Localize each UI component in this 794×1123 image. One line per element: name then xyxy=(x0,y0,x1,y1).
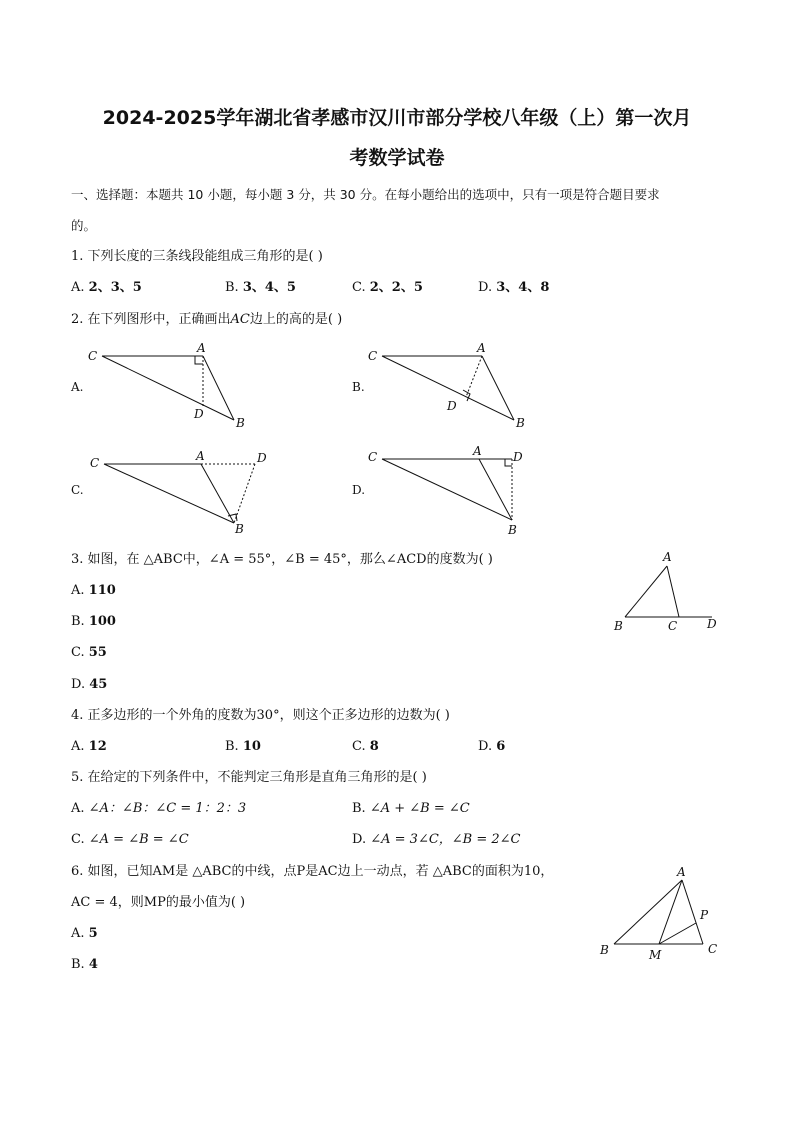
label-d: D xyxy=(194,407,204,421)
question-2-option-b-label: B. xyxy=(352,380,365,394)
section-instructions-line2: 的。 xyxy=(71,218,97,233)
label-b: B xyxy=(614,619,623,633)
question-1-option-a: A. 2、3、5 xyxy=(71,280,142,295)
page-title-line2: 考数学试卷 xyxy=(349,147,445,169)
label-c: C xyxy=(708,942,718,956)
label-c: C xyxy=(88,349,98,363)
question-3-stem: 3. 如图，在 △ABC中，∠A = 55°，∠B = 45°，那么∠ACD的度数为( ) xyxy=(71,552,493,567)
label-c: C xyxy=(668,619,678,633)
question-3-option-b: B. 100 xyxy=(71,614,116,629)
question-6-figure xyxy=(595,862,725,962)
question-3-figure xyxy=(608,548,728,638)
question-2-figure-a xyxy=(85,340,285,430)
question-5-option-d: D. ∠A = 3∠C，∠B = 2∠C xyxy=(352,832,521,847)
label-b: B xyxy=(236,416,245,430)
question-2-figure-b xyxy=(365,340,565,430)
question-1-option-d: D. 3、4、8 xyxy=(478,280,550,295)
question-6-stem-line2: AC = 4，则MP的最小值为( ) xyxy=(71,895,246,910)
label-d: D xyxy=(707,617,717,631)
question-5-option-a: A. ∠A：∠B：∠C = 1：2：3 xyxy=(71,801,247,816)
question-4-option-c: C. 8 xyxy=(352,739,379,754)
question-4-option-a: A. 12 xyxy=(71,739,107,754)
question-2-option-c-label: C. xyxy=(71,483,84,497)
section-instructions-line1: 一、选择题：本题共 10 小题，每小题 3 分，共 30 分。在每小题给出的选项中，只有一项是符合题目要求 xyxy=(71,187,660,202)
label-a: A xyxy=(677,865,686,879)
question-2-option-d-label: D. xyxy=(352,483,366,497)
question-5-stem: 5. 在给定的下列条件中，不能判定三角形是直角三角形的是( ) xyxy=(71,770,427,785)
question-6-stem-line1: 6. 如图，已知AM是 △ABC的中线，点P是AC边上一动点，若 △ABC的面积为10， xyxy=(71,864,554,879)
question-2-option-a-label: A. xyxy=(71,380,84,394)
label-a: A xyxy=(196,449,205,463)
question-1-option-b: B. 3、4、5 xyxy=(225,280,296,295)
label-d: D xyxy=(257,451,267,465)
question-6-option-b: B. 4 xyxy=(71,957,98,972)
label-b: B xyxy=(600,943,609,957)
label-c: C xyxy=(90,456,100,470)
label-d: D xyxy=(447,399,457,413)
label-a: A xyxy=(663,550,672,564)
label-b: B xyxy=(508,523,517,537)
label-a: A xyxy=(473,444,482,458)
question-4-option-b: B. 10 xyxy=(225,739,261,754)
label-b: B xyxy=(235,522,244,536)
label-b: B xyxy=(516,416,525,430)
label-a: A xyxy=(477,341,486,355)
label-m: M xyxy=(649,948,662,962)
label-c: C xyxy=(368,349,378,363)
page-title-line1: 2024-2025学年湖北省孝感市汉川市部分学校八年级（上）第一次月 xyxy=(102,107,692,129)
question-1-option-c: C. 2、2、5 xyxy=(352,280,423,295)
question-2-figure-c xyxy=(85,447,285,537)
label-d: D xyxy=(513,450,523,464)
label-p: P xyxy=(700,908,709,922)
question-3-option-d: D. 45 xyxy=(71,677,108,692)
question-5-option-c: C. ∠A = ∠B = ∠C xyxy=(71,832,189,847)
question-3-option-c: C. 55 xyxy=(71,645,107,660)
label-a: A xyxy=(197,341,206,355)
question-4-stem: 4. 正多边形的一个外角的度数为30°，则这个正多边形的边数为( ) xyxy=(71,708,450,723)
question-6-option-a: A. 5 xyxy=(71,926,98,941)
question-4-option-d: D. 6 xyxy=(478,739,506,754)
question-3-option-a: A. 110 xyxy=(71,583,116,598)
question-1-stem: 1. 下列长度的三条线段能组成三角形的是( ) xyxy=(71,249,323,264)
question-5-option-b: B. ∠A + ∠B = ∠C xyxy=(352,801,470,816)
question-2-stem: 2. 在下列图形中，正确画出AC边上的高的是( ) xyxy=(71,312,343,327)
label-c: C xyxy=(368,450,378,464)
question-2-figure-d xyxy=(365,440,565,540)
